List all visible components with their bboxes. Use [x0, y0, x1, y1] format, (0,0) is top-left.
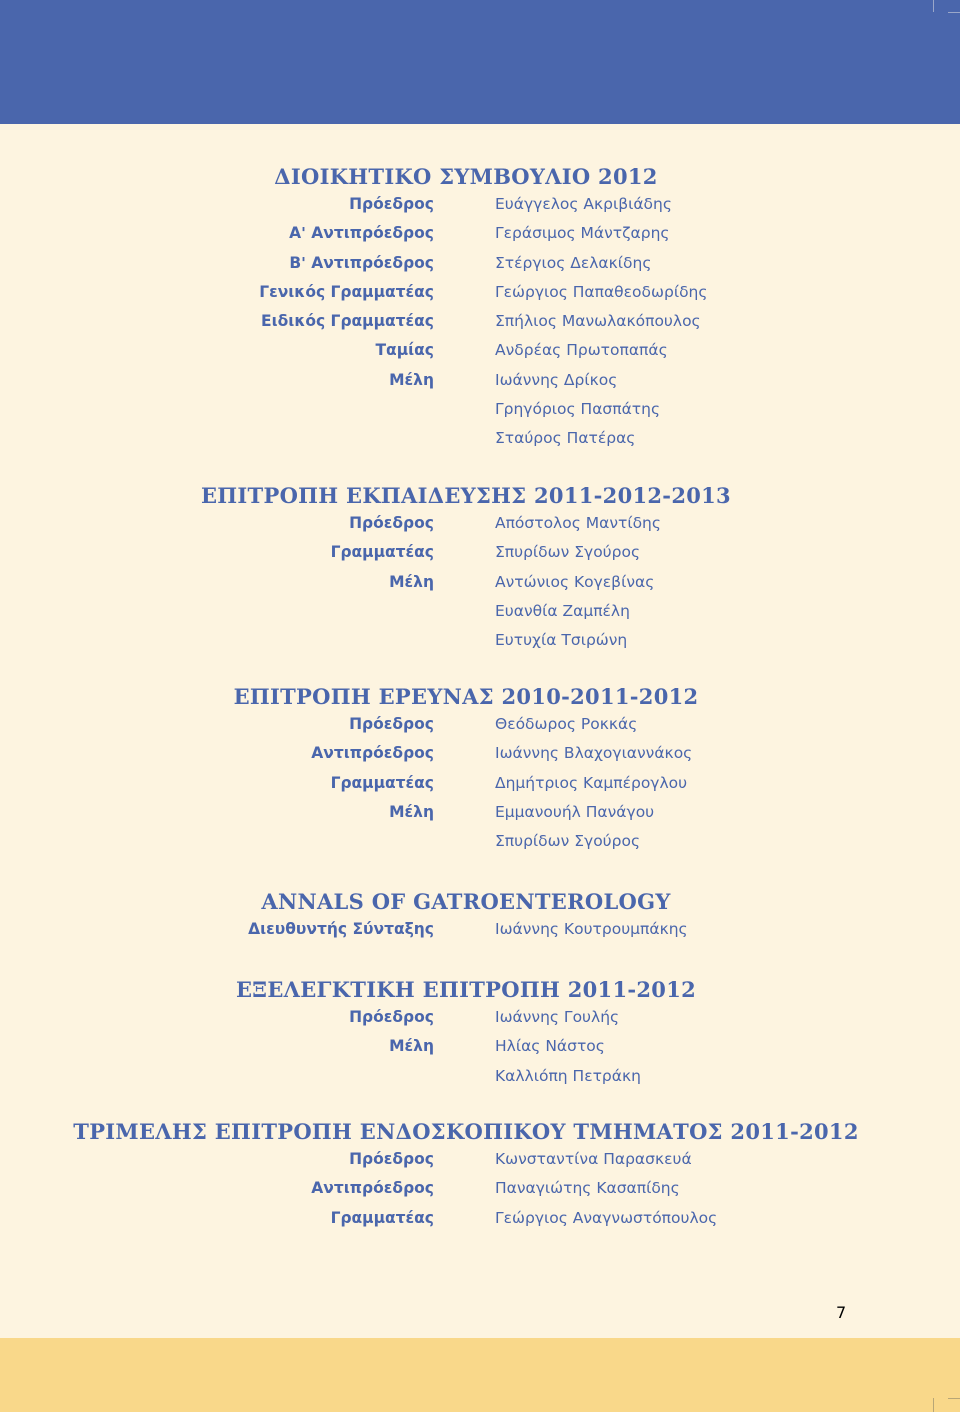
section-title: ΕΞΕΛΕΓΚΤΙΚΗ ΕΠΙΤΡΟΠΗ 2011-2012 — [235, 977, 697, 1002]
member-row — [0, 629, 960, 658]
header-band — [0, 0, 960, 124]
member-name: Αντώνιος Κογεβίνας — [495, 572, 655, 591]
section-title: ΕΠΙΤΡΟΠΗ ΕΡΕΥΝΑΣ 2010-2011-2012 — [233, 684, 699, 709]
member-row — [0, 1207, 960, 1236]
member-name: Θεόδωρος Ροκκάς — [495, 715, 638, 733]
member-row — [0, 541, 960, 570]
role-label: Πρόεδρος — [349, 1008, 434, 1026]
member-name: Σπυρίδων Σγούρος — [495, 543, 641, 562]
role-label: Μέλη — [389, 572, 434, 591]
member-name: Ευτυχία Τσιρώνη — [495, 631, 628, 650]
role-label: Γενικός Γραμματέας — [259, 282, 434, 301]
role-label: Πρόεδρος — [349, 195, 434, 213]
role-label: Ταμίας — [375, 341, 434, 360]
member-row — [0, 713, 960, 742]
section-rows — [0, 1006, 960, 1094]
page-number: 7 — [836, 1303, 847, 1322]
role-label: Γραμματέας — [330, 773, 434, 792]
role-label: Γραμματέας — [330, 543, 434, 562]
member-name: Ευάγγελος Ακριβιάδης — [495, 195, 672, 213]
member-row — [0, 742, 960, 771]
member-row — [0, 1177, 960, 1206]
crop-mark-bottom-horizontal — [948, 1398, 960, 1399]
member-row — [0, 369, 960, 398]
member-name: Ιωάννης Δρίκος — [495, 370, 618, 389]
role-label: Διευθυντής Σύνταξης — [248, 920, 434, 938]
member-name: Ιωάννης Κουτρουμπάκης — [495, 920, 688, 938]
member-row — [0, 571, 960, 600]
role-label: Μέλη — [389, 1037, 434, 1056]
member-row — [0, 600, 960, 629]
member-row — [0, 801, 960, 830]
section-rows — [0, 193, 960, 457]
role-label: Μέλη — [389, 370, 434, 389]
member-name: Ιωάννης Γουλής — [495, 1008, 620, 1026]
role-label: Μέλη — [389, 802, 434, 821]
role-label: Β' Αντιπρόεδρος — [289, 253, 434, 272]
member-row — [0, 310, 960, 339]
member-name: Καλλιόπη Πετράκη — [495, 1066, 641, 1085]
member-name: Παναγιώτης Κασαπίδης — [495, 1179, 680, 1198]
member-row — [0, 193, 960, 222]
section-rows — [0, 512, 960, 658]
member-row — [0, 427, 960, 456]
role-label: Πρόεδρος — [349, 715, 434, 733]
member-row — [0, 1065, 960, 1094]
member-name: Σταύρος Πατέρας — [495, 429, 636, 448]
member-row — [0, 1148, 960, 1177]
role-label: Α' Αντιπρόεδρος — [289, 224, 434, 243]
section-title: ΔΙΟΙΚΗΤΙΚΟ ΣΥΜΒΟΥΛΙΟ 2012 — [274, 164, 658, 189]
role-label: Αντιπρόεδρος — [311, 1179, 434, 1198]
crop-mark-top-horizontal — [948, 12, 960, 13]
section-rows — [0, 918, 960, 947]
member-name: Γεώργιος Παπαθεοδωρίδης — [495, 282, 708, 301]
crop-mark-bottom — [933, 1398, 934, 1412]
member-name: Σπυρίδων Σγούρος — [495, 832, 641, 851]
role-label: Γραμματέας — [330, 1208, 434, 1227]
member-name: Γεράσιμος Μάντζαρης — [495, 224, 670, 243]
member-name: Γεώργιος Αναγνωστόπουλος — [495, 1208, 718, 1227]
member-row — [0, 830, 960, 859]
section-rows — [0, 713, 960, 859]
section-title: ANNALS OF GATROENTEROLOGY — [261, 889, 671, 914]
member-row — [0, 1006, 960, 1035]
member-row — [0, 918, 960, 947]
member-row — [0, 512, 960, 541]
role-label: Αντιπρόεδρος — [311, 744, 434, 763]
crop-mark-top — [933, 0, 934, 12]
role-label: Πρόεδρος — [349, 1150, 434, 1168]
member-name: Σπήλιος Μανωλακόπουλος — [495, 312, 701, 331]
member-name: Γρηγόριος Πασπάτης — [495, 400, 661, 419]
section-title: ΤΡΙΜΕΛΗΣ ΕΠΙΤΡΟΠΗ ΕΝΔΟΣΚΟΠΙΚΟΥ ΤΜΗΜΑΤΟΣ 2011-2012 — [73, 1119, 859, 1144]
member-row — [0, 252, 960, 281]
footer-band — [0, 1338, 960, 1412]
member-name: Δημήτριος Καμπέρογλου — [495, 773, 688, 792]
member-name: Ιωάννης Βλαχογιαννάκος — [495, 744, 693, 763]
section-title: ΕΠΙΤΡΟΠΗ ΕΚΠΑΙΔΕΥΣΗΣ 2011-2012-2013 — [201, 483, 731, 508]
role-label: Πρόεδρος — [349, 514, 434, 532]
member-name: Εμμανουήλ Πανάγου — [495, 802, 655, 821]
section-rows — [0, 1148, 960, 1236]
member-name: Ευανθία Ζαμπέλη — [495, 601, 630, 620]
member-name: Κωνσταντίνα Παρασκευά — [495, 1150, 692, 1168]
member-row — [0, 222, 960, 251]
member-name: Ανδρέας Πρωτοπαπάς — [495, 341, 668, 360]
member-name: Στέργιος Δελακίδης — [495, 253, 652, 272]
member-name: Απόστολος Μαντίδης — [495, 514, 661, 532]
role-label: Ειδικός Γραμματέας — [261, 312, 434, 331]
member-name: Ηλίας Νάστος — [495, 1037, 605, 1056]
member-row — [0, 339, 960, 368]
member-row — [0, 281, 960, 310]
member-row — [0, 772, 960, 801]
member-row — [0, 398, 960, 427]
member-row — [0, 1035, 960, 1064]
